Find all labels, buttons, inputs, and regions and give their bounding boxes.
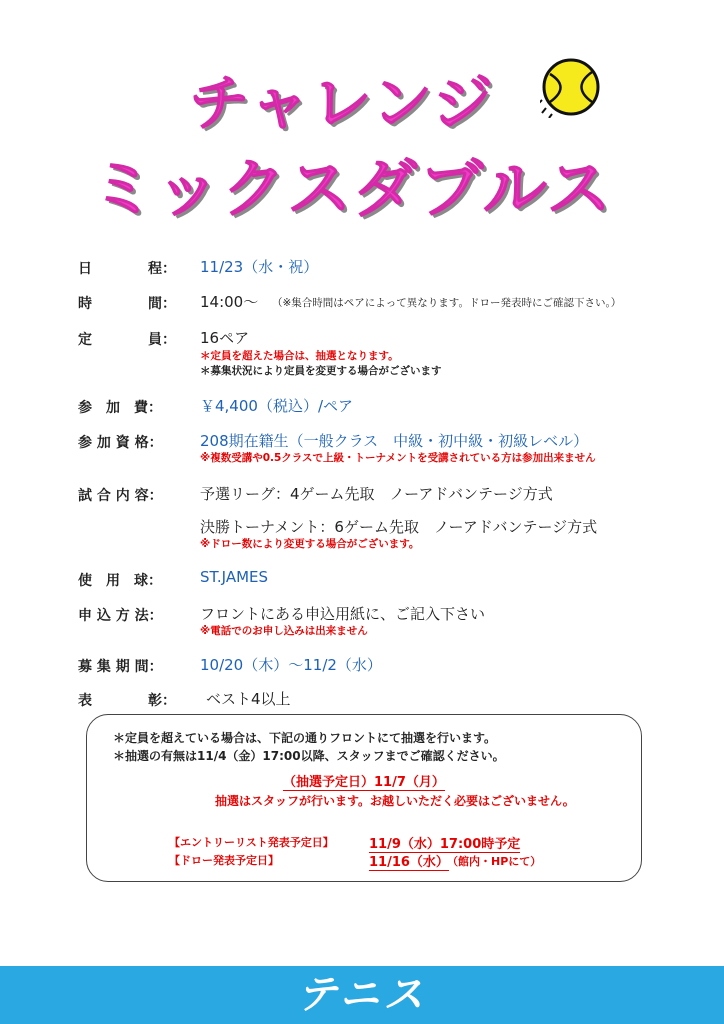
draw-suffix: （館内・HPにて） xyxy=(447,855,542,868)
detail-label: 使 用 球： xyxy=(78,573,162,589)
detail-value: 16ペア xyxy=(200,329,250,347)
detail-label: 定 員： xyxy=(78,332,176,348)
detail-value: ST.JAMES xyxy=(200,568,269,586)
tennis-ball-icon xyxy=(540,56,602,118)
title-line-1: チャレンジ xyxy=(189,69,495,139)
draw-label: 【ドロー発表予定日】 xyxy=(169,854,279,867)
detail-value: 予選リーグ：4ゲーム先取 ノーアドバンテージ方式 xyxy=(200,485,553,503)
lottery-info-box xyxy=(86,714,642,882)
detail-note-red: ※複数受講や0.5クラスで上級・トーナメントを受講されている方は参加出来ません xyxy=(200,452,596,464)
detail-value: 11/23（水・祝） xyxy=(200,258,319,276)
detail-value: ￥4,400（税込）/ペア xyxy=(200,397,353,415)
entry-label: 【エントリーリスト発表予定日】 xyxy=(169,836,334,849)
footer-bar xyxy=(0,966,724,1024)
footer-title: テニス xyxy=(296,972,428,1018)
detail-note-red: ※電話でのお申し込みは出来ません xyxy=(200,625,368,637)
detail-label: 募 集 期 間： xyxy=(78,659,163,675)
detail-label: 日 程： xyxy=(78,261,176,277)
box-line-1: ＊定員を超えている場合は、下記の通りフロントにて抽選を行います。 xyxy=(113,731,497,745)
lottery-date: （抽選予定日）11/7（月） xyxy=(283,771,445,791)
detail-value: 208期在籍生（一般クラス 中級・初中級・初級レベル） xyxy=(200,432,589,450)
detail-label: 参 加 資 格： xyxy=(78,435,163,451)
detail-note: ＊募集状況により定員を変更する場合がございます xyxy=(200,365,442,377)
lottery-note: 抽選はスタッフが行います。お越しいただく必要はございません。 xyxy=(215,794,575,808)
title-line-2: ミックスダブルス xyxy=(91,153,613,227)
detail-value: 14:00～ xyxy=(200,293,259,311)
detail-label: 参 加 費： xyxy=(78,400,162,416)
detail-label: 試 合 内 容： xyxy=(78,488,163,504)
detail-note: （※集合時間はペアによって異なります。ドロー発表時にご確認下さい。） xyxy=(272,297,622,309)
detail-value: 10/20（木）～11/2（水） xyxy=(200,656,382,674)
detail-value: ベスト4以上 xyxy=(206,690,291,708)
draw-value: 11/16（水） xyxy=(369,851,449,871)
detail-value: フロントにある申込用紙に、ご記入下さい xyxy=(200,605,486,623)
detail-label: 時 間： xyxy=(78,296,176,312)
entry-value: 11/9（水）17:00時予定 xyxy=(369,833,520,853)
detail-note-red: ※ドロー数により変更する場合がございます。 xyxy=(200,538,420,550)
detail-note-red: ＊定員を超えた場合は、抽選となります。 xyxy=(200,350,399,362)
detail-label: 申 込 方 法： xyxy=(78,608,163,624)
box-line-2: ＊抽選の有無は11/4（金）17:00以降、スタッフまでご確認ください。 xyxy=(113,749,505,763)
detail-value-2: 決勝トーナメント：6ゲーム先取 ノーアドバンテージ方式 xyxy=(200,518,598,536)
detail-label: 表 彰： xyxy=(78,693,176,709)
